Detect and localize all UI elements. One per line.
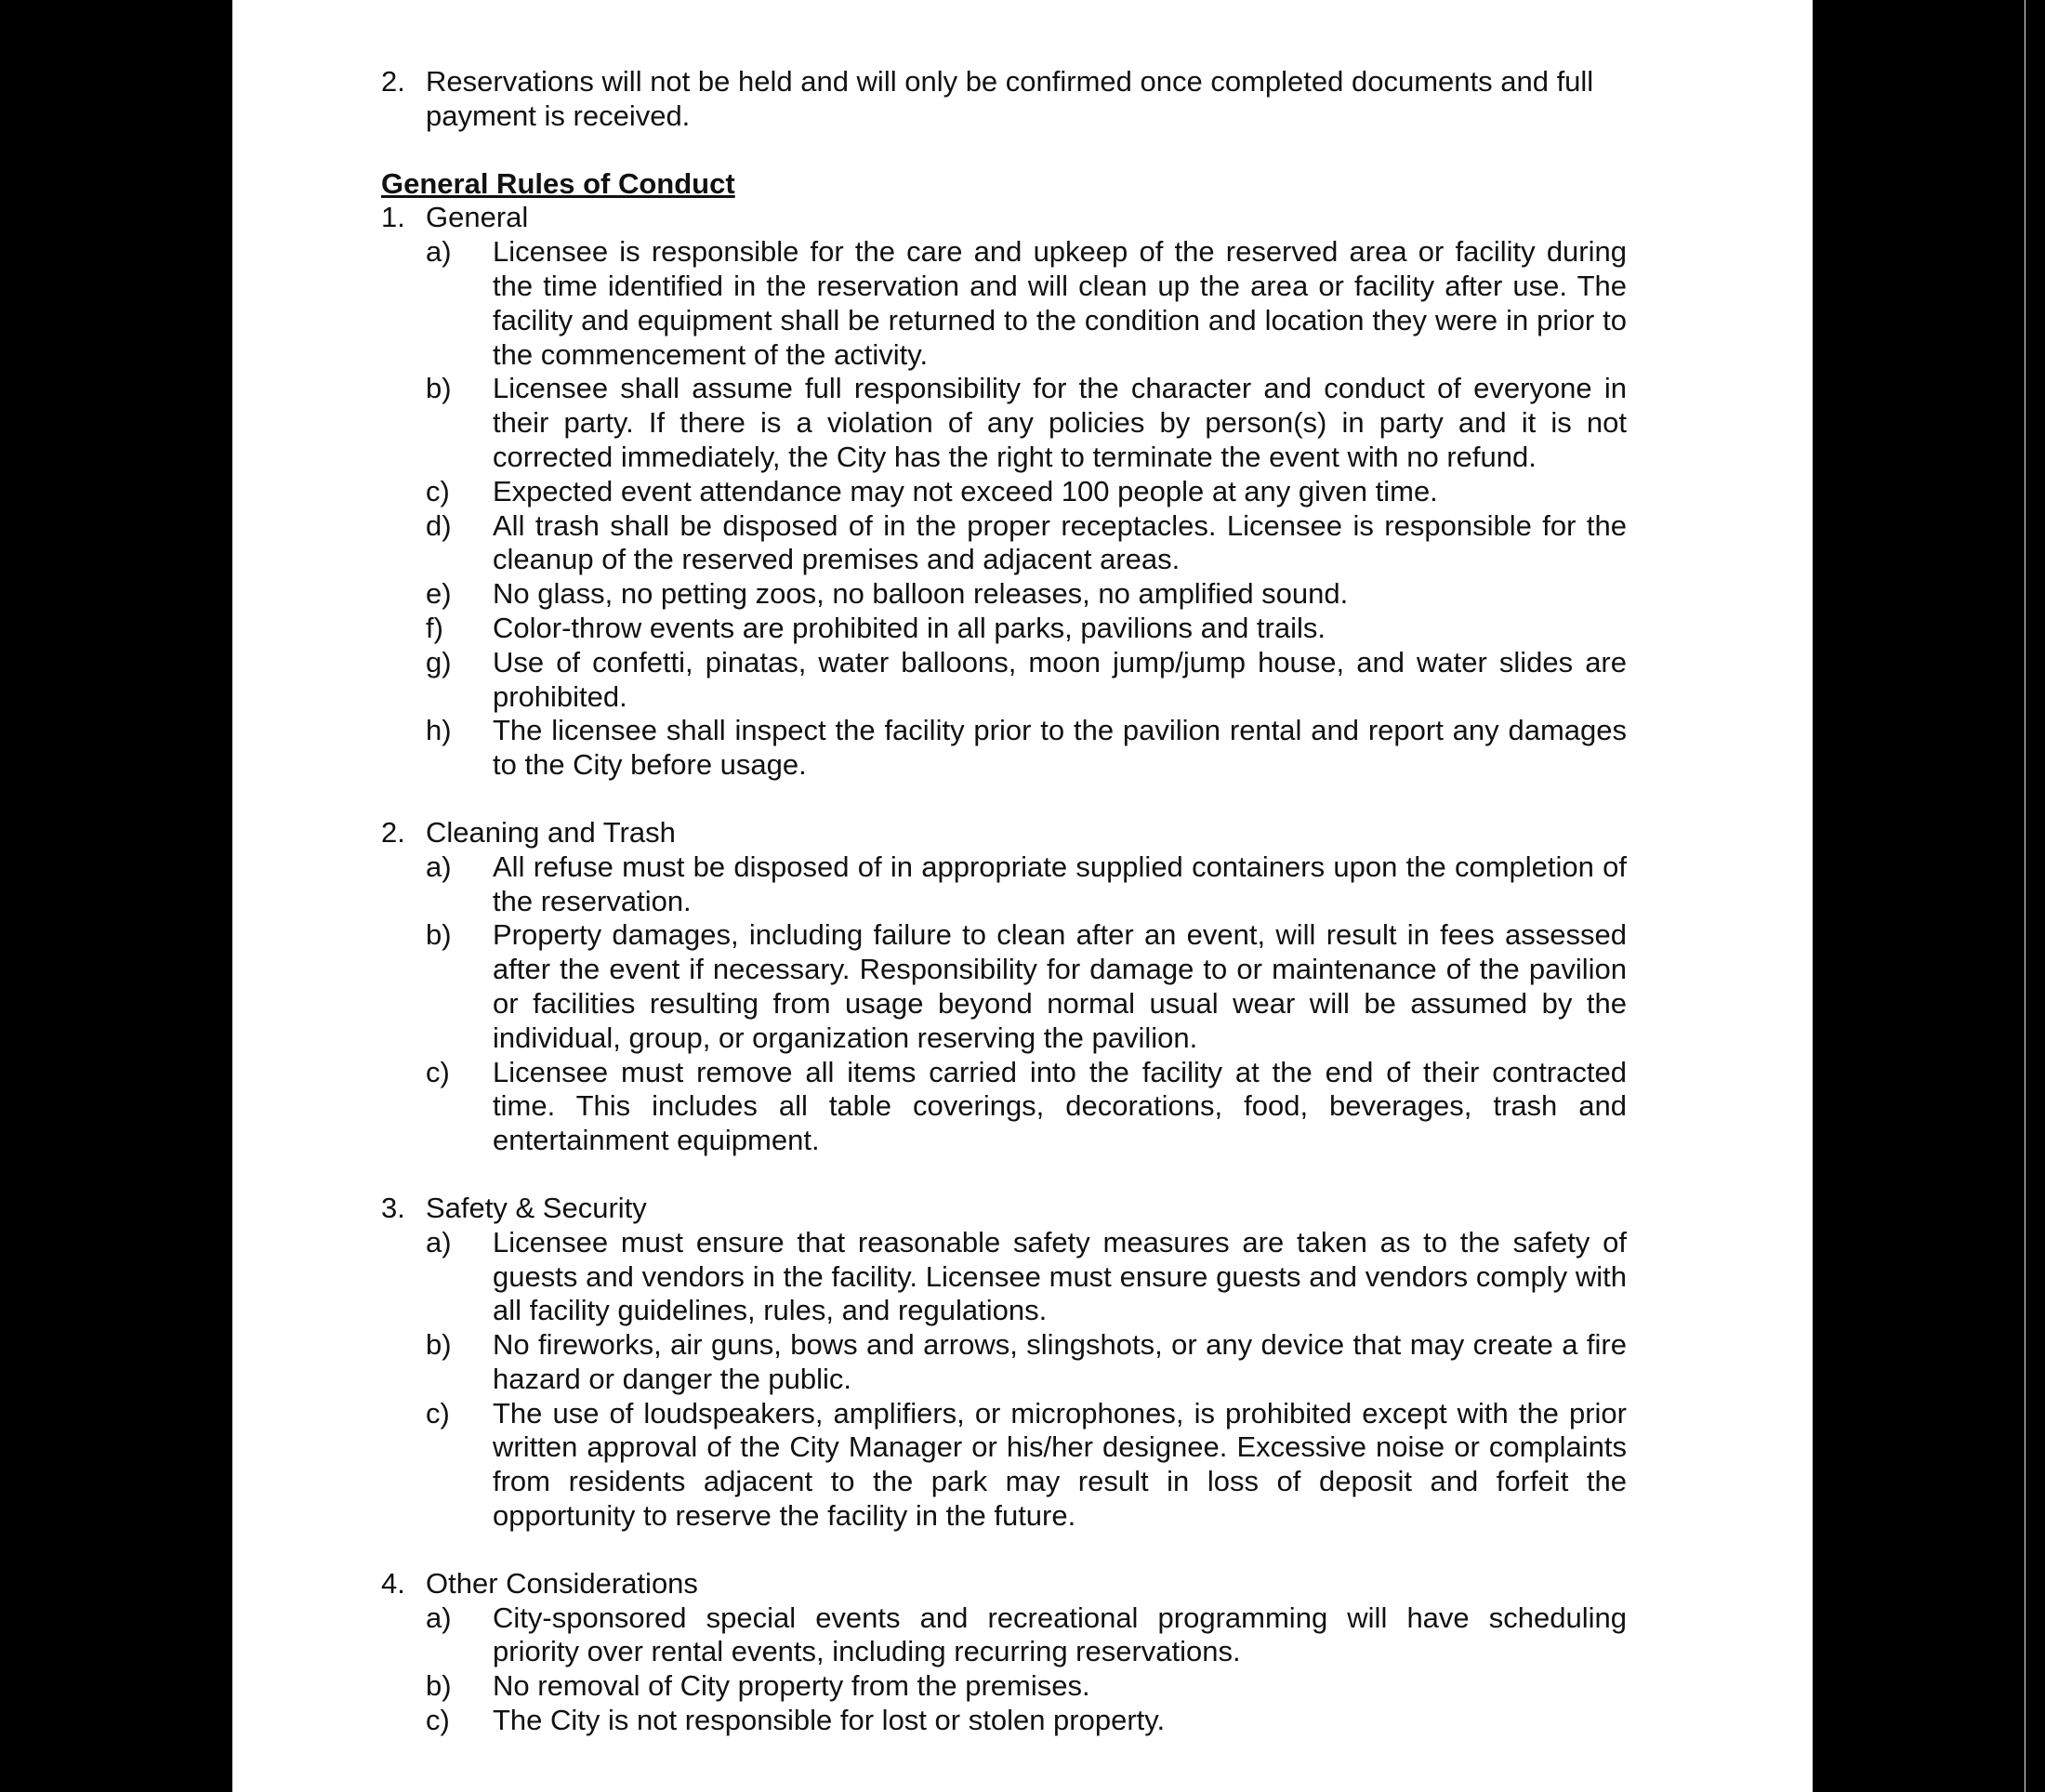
document-page bbox=[232, 0, 1813, 1792]
cleaning-items bbox=[426, 850, 1627, 1158]
section-gap bbox=[381, 783, 1627, 816]
item-text: All refuse must be disposed of in appropriate supplied containers upon the completion of the reservation. bbox=[493, 850, 1627, 917]
section-title: Safety & Security bbox=[426, 1191, 647, 1224]
item-text: Licensee shall assume full responsibility for the character and conduct of everyone in their party. If there is a violation of any policies by person(s) in party and it is not corrected immediately, the City has the right to terminate the event with no refund. bbox=[493, 372, 1627, 473]
item-letter: a) bbox=[426, 1225, 452, 1258]
item-text: The City is not responsible for lost or stolen property. bbox=[493, 1704, 1166, 1737]
item-letter: b) bbox=[426, 372, 452, 405]
list-item bbox=[426, 1226, 1627, 1328]
item-text: Licensee must remove all items carried into the facility at the end of their contracted time. This includes all table coverings, decorations, food, beverages, trash and entertainment equipment. bbox=[493, 1055, 1627, 1157]
other-items bbox=[426, 1601, 1627, 1738]
list-item bbox=[426, 850, 1627, 919]
section-number: 3. bbox=[381, 1191, 405, 1224]
section-cleaning bbox=[381, 816, 1627, 850]
section-number: 1. bbox=[381, 201, 405, 234]
list-item bbox=[426, 235, 1627, 372]
section-heading: General Rules of Conduct bbox=[381, 166, 735, 200]
item-letter: c) bbox=[426, 1396, 450, 1430]
list-item bbox=[426, 646, 1627, 715]
list-item bbox=[426, 1601, 1627, 1670]
list-item bbox=[426, 509, 1627, 578]
list-item bbox=[426, 612, 1627, 646]
section-general bbox=[381, 201, 1627, 235]
item-text: Use of confetti, pinatas, water balloons, moon jump/jump house, and water slides are prohibited. bbox=[493, 645, 1627, 713]
intro-text: Reservations will not be held and will only be confirmed once completed documents and full payment is received. bbox=[426, 65, 1594, 132]
item-letter: d) bbox=[426, 508, 452, 542]
list-item bbox=[426, 918, 1627, 1055]
safety-items bbox=[426, 1226, 1627, 1534]
item-letter: b) bbox=[426, 1328, 452, 1362]
section-gap bbox=[381, 1534, 1627, 1567]
item-letter: c) bbox=[426, 474, 450, 507]
intro-item bbox=[381, 65, 1627, 134]
list-item bbox=[426, 1669, 1627, 1704]
list-item bbox=[426, 577, 1627, 612]
item-text: Licensee is responsible for the care and upkeep of the reserved area or facility during the time identified in the reservation and will clean up the area or facility after use. The facility and equipment shall be returned to the condition and location they were in prior to the commencement of the activity. bbox=[493, 235, 1627, 371]
item-text: Licensee must ensure that reasonable safety measures are taken as to the safety of guests and vendors in the facility. Licensee must ensure guests and vendors comply with all facility guidelines, rules, and regulations. bbox=[493, 1225, 1627, 1327]
item-letter: b) bbox=[426, 918, 452, 952]
intro-number: 2. bbox=[381, 65, 405, 98]
item-text: Color-throw events are prohibited in all parks, pavilions and trails. bbox=[493, 611, 1326, 644]
section-title: Cleaning and Trash bbox=[426, 815, 676, 849]
item-text: No fireworks, air guns, bows and arrows, slingshots, or any device that may create a fire hazard or danger the public. bbox=[493, 1328, 1627, 1395]
item-text: Expected event attendance may not exceed 100 people at any given time. bbox=[493, 474, 1438, 507]
item-letter: b) bbox=[426, 1669, 452, 1703]
item-letter: c) bbox=[426, 1704, 450, 1737]
item-text: All trash shall be disposed of in the proper receptacles. Licensee is responsible for the cleanup of the reserved premises and adjacent areas. bbox=[493, 508, 1627, 576]
section-number: 4. bbox=[381, 1566, 405, 1600]
list-item bbox=[426, 1397, 1627, 1534]
section-gap bbox=[381, 1158, 1627, 1192]
item-text: The licensee shall inspect the facility prior to the pavilion rental and report any damages to the City before usage. bbox=[493, 714, 1627, 782]
item-letter: a) bbox=[426, 235, 452, 269]
list-item bbox=[426, 1704, 1627, 1738]
item-letter: f) bbox=[426, 611, 443, 644]
item-letter: a) bbox=[426, 1601, 452, 1634]
item-text: No glass, no petting zoos, no balloon releases, no amplified sound. bbox=[493, 577, 1349, 611]
section-number: 2. bbox=[381, 815, 405, 849]
section-safety bbox=[381, 1192, 1627, 1226]
list-item bbox=[426, 1056, 1627, 1158]
item-text: Property damages, including failure to clean after an event, will result in fees assessed after the event if necessary. Responsibility for damage to or maintenance of the pavilion or facilities resulting from usage beyond normal usual wear will be assumed by the individual, group, or organization reserving the pavilion. bbox=[493, 918, 1627, 1054]
item-text: The use of loudspeakers, amplifiers, or microphones, is prohibited except with the prior written approval of the City Manager or his/her designee. Excessive noise or complaints from residents adjacent to the park may result in loss of deposit and forfeit the opportunity to reserve the facility in the future. bbox=[493, 1396, 1627, 1533]
item-letter: h) bbox=[426, 714, 452, 747]
list-item bbox=[426, 714, 1627, 783]
item-letter: a) bbox=[426, 850, 452, 883]
item-text: City-sponsored special events and recreational programming will have scheduling priority over rental events, including recurring reservations. bbox=[493, 1601, 1627, 1668]
list-item bbox=[426, 475, 1627, 509]
general-items bbox=[426, 235, 1627, 783]
item-letter: e) bbox=[426, 577, 452, 611]
item-letter: g) bbox=[426, 645, 452, 679]
document-content bbox=[381, 65, 1627, 1738]
list-item bbox=[426, 1328, 1627, 1397]
item-letter: c) bbox=[426, 1055, 450, 1088]
section-title: Other Considerations bbox=[426, 1566, 698, 1600]
list-item bbox=[426, 372, 1627, 474]
section-title: General bbox=[426, 201, 529, 234]
item-text: No removal of City property from the premises. bbox=[493, 1669, 1090, 1703]
section-other bbox=[381, 1567, 1627, 1601]
